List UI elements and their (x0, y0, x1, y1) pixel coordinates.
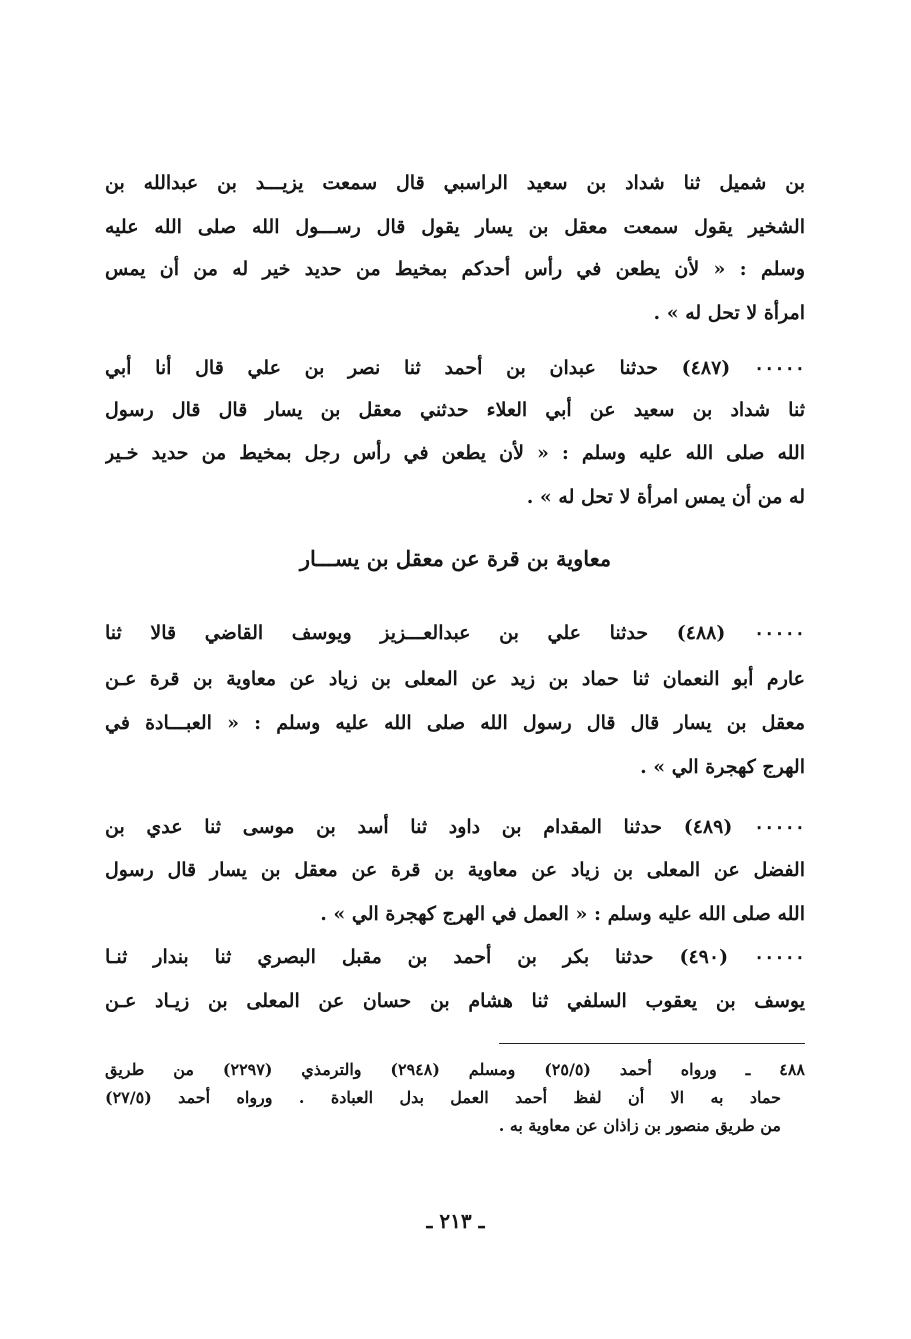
text-line: ٠٠٠٠٠ (٤٨٨) حدثنا علي بن عبدالعـــزيز ويوسف القاضي قالا ثنا (105, 622, 805, 644)
text-line: عارم أبو النعمان ثنا حماد بن زيد عن المعلى بن زياد عن معاوية بن قرة عـن (105, 668, 805, 690)
text-line: الهرج كهجرة الي » . (640, 756, 805, 778)
text-line: امرأة لا تحل له » . (653, 302, 805, 324)
section-heading: معاوية بن قرة عن معقل بن يســـار (299, 546, 612, 571)
text-line: معقل بن يسار قال قال رسول الله صلى الله عليه وسلم : « العبـــادة في (105, 712, 805, 734)
page-number: ـ ٢١٣ ـ (426, 1209, 485, 1233)
text-line: الله صلى الله عليه وسلم : « لأن يطعن في رأس رجل بمخيط من حديد خـير (105, 442, 805, 464)
text-line: الشخير يقول سمعت معقل بن يسار يقول قال رســـول الله صلى الله عليه (105, 216, 805, 238)
footnote-line: ٤٨٨ ـ ورواه أحمد (٢٥/٥) ومسلم (٢٩٤٨) والترمذي (٢٢٩٧) من طريق (105, 1060, 805, 1079)
text-line: وسلم : « لأن يطعن في رأس أحدكم بمخيط من حديد خير له من أن يمس (105, 258, 805, 280)
text-line: الله صلى الله عليه وسلم : « العمل في الهرج كهجرة الي » . (320, 903, 805, 925)
text-line: له من أن يمس امرأة لا تحل له » . (526, 486, 805, 508)
footnote-line: من طريق منصور بن زاذان عن معاوية به . (498, 1116, 781, 1135)
text-line: ٠٠٠٠٠ (٤٨٩) حدثنا المقدام بن داود ثنا أسد بن موسى ثنا عدي بن (105, 816, 805, 838)
footnote-rule (499, 1043, 805, 1044)
footnote-line: حماد به الا أن لفظ أحمد العمل بدل العبادة . ورواه أحمد (٢٧/٥) (105, 1088, 781, 1107)
text-line: ٠٠٠٠٠ (٤٩٠) حدثنا بكر بن أحمد بن مقبل البصري ثنا بندار ثنـا (105, 946, 805, 968)
text-line: ثنا شداد بن سعيد عن أبي العلاء حدثني معقل بن يسار قال قال رسول (105, 399, 805, 421)
text-line: ٠٠٠٠٠ (٤٨٧) حدثنا عبدان بن أحمد ثنا نصر بن علي قال أنا أبي (105, 357, 805, 379)
text-line: بن شميل ثنا شداد بن سعيد الراسبي قال سمعت يزيـــد بن عبدالله بن (105, 172, 805, 194)
text-line: الفضل عن المعلى بن زياد عن معاوية بن قرة عن معقل بن يسار قال رسول (105, 859, 805, 881)
text-line: يوسف بن يعقوب السلفي ثنا هشام بن حسان عن المعلى بن زيـاد عـن (105, 990, 805, 1012)
